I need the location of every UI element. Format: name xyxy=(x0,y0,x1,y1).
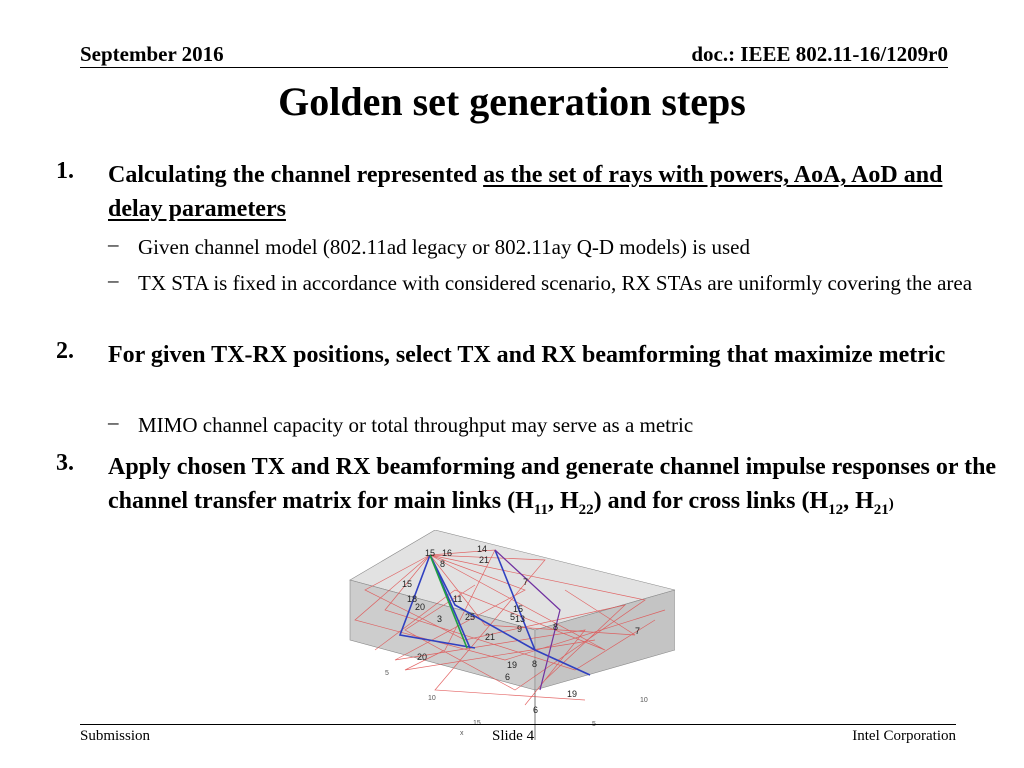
svg-text:16: 16 xyxy=(442,548,453,558)
step-3-number: 3. xyxy=(56,450,74,476)
step-2-text: For given TX-RX positions, select TX and RX beamforming that maximize metric xyxy=(108,342,946,368)
svg-text:21: 21 xyxy=(479,555,490,565)
svg-text:9: 9 xyxy=(517,624,523,634)
svg-text:8: 8 xyxy=(553,622,559,632)
footer-submission: Submission xyxy=(80,728,151,744)
svg-text:7: 7 xyxy=(635,626,641,636)
svg-text:7: 7 xyxy=(523,577,529,587)
svg-text:5: 5 xyxy=(385,670,389,677)
footer-company: Intel Corporation xyxy=(852,728,956,744)
bullet-dash: – xyxy=(108,268,119,292)
header-doc-id: doc.: IEEE 802.11-16/1209r0 xyxy=(691,42,948,66)
svg-text:19: 19 xyxy=(567,689,578,699)
step-1-underlined: as the set of rays with powers, AoA, AoD and delay parameters xyxy=(108,162,943,222)
svg-text:13: 13 xyxy=(515,614,526,624)
svg-text:6: 6 xyxy=(505,672,511,682)
svg-text:3: 3 xyxy=(437,614,443,624)
svg-text:11: 11 xyxy=(453,594,463,604)
step-1-bullet-1: Given channel model (802.11ad legacy or 802.11ay Q-D models) is used xyxy=(138,235,750,259)
step-1-bullet-2: TX STA is fixed in accordance with considered scenario, RX STAs are uniformly covering the area xyxy=(138,271,973,295)
bullet-dash: – xyxy=(108,410,119,434)
svg-text:15: 15 xyxy=(473,720,481,727)
step-3-text: Apply chosen TX and RX beamforming and generate channel impulse responses or the channel transfer matrix for main links ($H_{11}$, $H_{22}$) and for cross links ($H_{12}$, $H_{21}$) xyxy=(108,454,997,518)
step-1-number: 1. xyxy=(56,158,74,184)
svg-text:20: 20 xyxy=(417,652,428,662)
header-rule xyxy=(80,67,948,68)
svg-text:21: 21 xyxy=(485,632,496,642)
step-1-plain: Calculating the channel represented xyxy=(108,162,484,188)
svg-text:15: 15 xyxy=(402,579,413,589)
svg-text:19: 19 xyxy=(507,660,518,670)
svg-text:14: 14 xyxy=(477,544,488,554)
step-2-bullet-1: MIMO channel capacity or total throughput may serve as a metric xyxy=(138,413,694,437)
svg-text:5: 5 xyxy=(510,612,516,622)
ray-tracing-figure xyxy=(345,530,675,740)
svg-text:6: 6 xyxy=(533,705,539,715)
footer-rule xyxy=(80,724,956,725)
room-3d-plot xyxy=(345,530,675,740)
step-2-number: 2. xyxy=(56,338,74,364)
svg-text:8: 8 xyxy=(532,659,538,669)
svg-text:x: x xyxy=(460,730,464,737)
svg-text:15: 15 xyxy=(513,604,524,614)
footer-slide-number: Slide 4 xyxy=(492,728,535,744)
svg-text:20: 20 xyxy=(415,602,426,612)
svg-text:10: 10 xyxy=(640,697,648,704)
svg-text:8: 8 xyxy=(440,559,446,569)
bullet-dash: – xyxy=(108,232,119,256)
svg-text:10: 10 xyxy=(428,695,436,702)
svg-text:18: 18 xyxy=(407,594,418,604)
svg-text:5: 5 xyxy=(592,721,596,728)
step-1-text xyxy=(108,158,998,226)
slide-title: Golden set generation steps xyxy=(278,79,746,124)
svg-text:15: 15 xyxy=(425,548,436,558)
svg-text:25: 25 xyxy=(465,612,476,622)
header-date: September 2016 xyxy=(80,42,224,66)
